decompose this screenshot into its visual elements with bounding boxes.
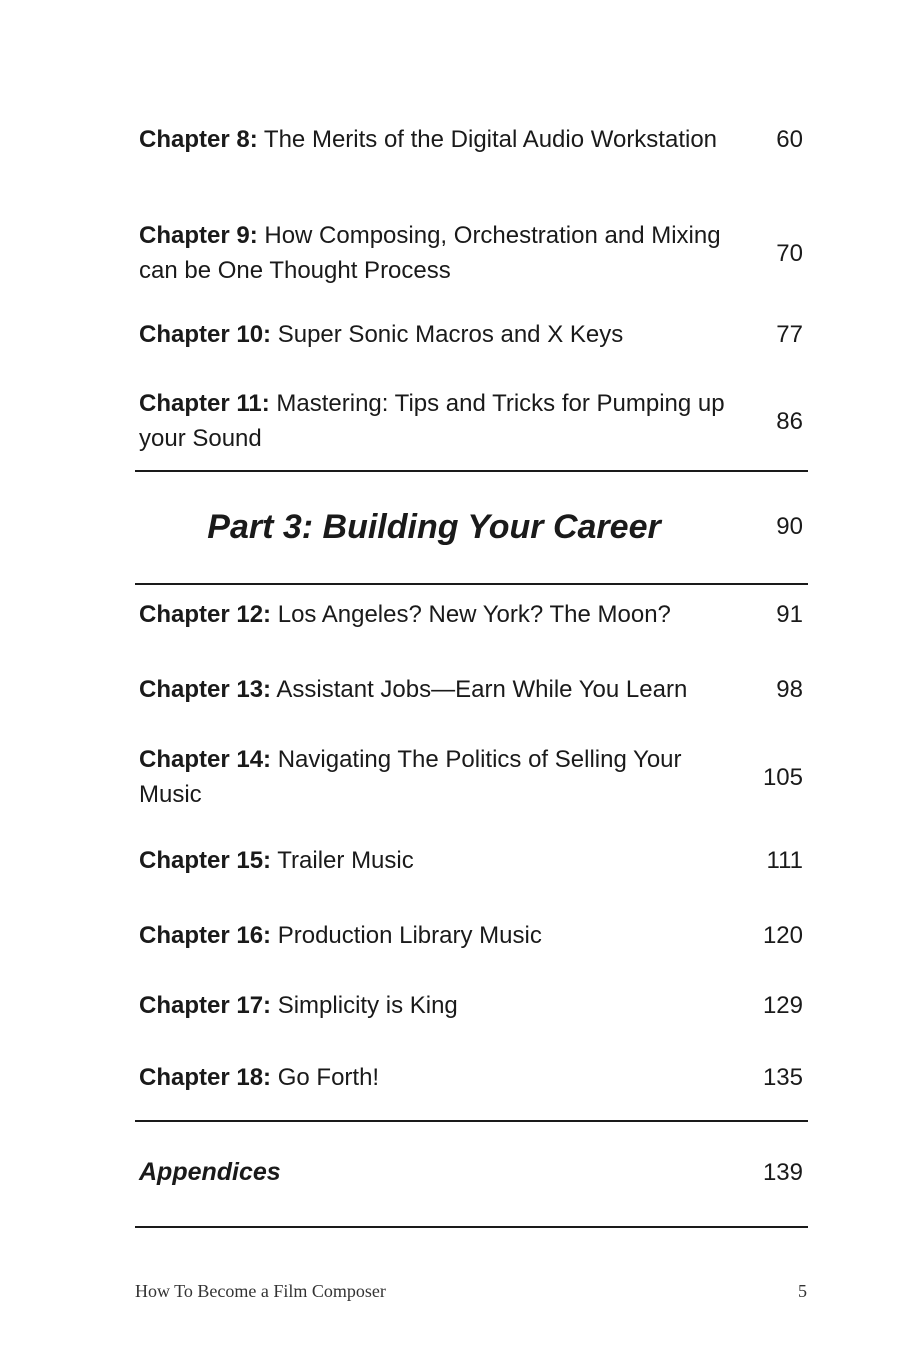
appendices-page-number: 139 bbox=[762, 1159, 803, 1186]
chapter-title: Super Sonic Macros and X Keys bbox=[277, 321, 624, 348]
toc-entry-chapter-17[interactable] bbox=[139, 988, 807, 1023]
chapter-label: Chapter 17: bbox=[139, 992, 272, 1019]
part-heading[interactable]: Part 3: Building Your Career bbox=[207, 508, 661, 546]
toc-entry-chapter-8[interactable] bbox=[139, 122, 807, 157]
page-number: 111 bbox=[766, 847, 803, 874]
chapter-label: Chapter 9: bbox=[139, 222, 258, 249]
toc-entry-text bbox=[139, 918, 729, 953]
page-number: 91 bbox=[776, 601, 803, 628]
toc-entry-chapter-11[interactable] bbox=[139, 386, 807, 456]
chapter-title: Production Library Music bbox=[277, 922, 542, 949]
section-divider bbox=[135, 1120, 808, 1122]
chapter-title: Navigating The Politics of Selling Your Music bbox=[139, 746, 682, 808]
toc-entry-chapter-16[interactable] bbox=[139, 918, 807, 953]
chapter-title: Mastering: Tips and Tricks for Pumping up your Sound bbox=[139, 390, 725, 452]
toc-entry-chapter-14[interactable] bbox=[139, 742, 807, 812]
page-number: 70 bbox=[776, 239, 803, 267]
toc-entry-text bbox=[139, 742, 729, 812]
toc-entry-chapter-15[interactable] bbox=[139, 843, 807, 878]
toc-entry-text bbox=[139, 843, 729, 878]
toc-entry-text bbox=[139, 218, 729, 288]
page-number: 98 bbox=[776, 676, 803, 703]
appendices-heading[interactable]: Appendices bbox=[139, 1158, 281, 1186]
page-number: 77 bbox=[776, 321, 803, 348]
chapter-title: Simplicity is King bbox=[277, 992, 458, 1019]
footer-book-title: How To Become a Film Composer bbox=[135, 1281, 386, 1301]
page-number: 86 bbox=[776, 407, 803, 435]
page-number: 60 bbox=[776, 126, 803, 153]
footer-page-number: 5 bbox=[798, 1281, 807, 1301]
section-divider bbox=[135, 470, 808, 472]
toc-entry-chapter-12[interactable] bbox=[139, 597, 807, 632]
part-page-number: 90 bbox=[776, 513, 803, 540]
chapter-label: Chapter 8: bbox=[139, 126, 258, 153]
toc-entry-text bbox=[139, 386, 729, 456]
page-number: 135 bbox=[762, 1064, 803, 1091]
toc-entry-chapter-18[interactable] bbox=[139, 1060, 807, 1095]
toc-entry-chapter-9[interactable] bbox=[139, 218, 807, 288]
chapter-title: Trailer Music bbox=[277, 847, 414, 874]
chapter-label: Chapter 12: bbox=[139, 601, 272, 628]
toc-entry-text bbox=[139, 122, 729, 157]
chapter-title: The Merits of the Digital Audio Workstation bbox=[263, 126, 718, 153]
chapter-label: Chapter 11: bbox=[139, 390, 270, 417]
chapter-title: How Composing, Orchestration and Mixing can be One Thought Process bbox=[139, 222, 721, 284]
toc-entry-text bbox=[139, 597, 729, 632]
chapter-label: Chapter 15: bbox=[139, 847, 272, 874]
chapter-label: Chapter 16: bbox=[139, 922, 272, 949]
chapter-title: Los Angeles? New York? The Moon? bbox=[277, 601, 671, 628]
chapter-label: Chapter 18: bbox=[139, 1064, 272, 1091]
chapter-title: Assistant Jobs—Earn While You Learn bbox=[276, 676, 688, 703]
toc-entry-text bbox=[139, 672, 729, 707]
toc-entry-text bbox=[139, 317, 729, 352]
toc-entry-text bbox=[139, 1060, 729, 1095]
page-number: 129 bbox=[762, 992, 803, 1019]
chapter-label: Chapter 10: bbox=[139, 321, 272, 348]
toc-entry-text bbox=[139, 988, 729, 1023]
chapter-label: Chapter 14: bbox=[139, 746, 272, 773]
toc-entry-chapter-10[interactable] bbox=[139, 317, 807, 352]
chapter-label: Chapter 13: bbox=[139, 676, 272, 703]
page-number: 105 bbox=[762, 763, 803, 791]
chapter-title: Go Forth! bbox=[277, 1064, 380, 1091]
section-divider bbox=[135, 1226, 808, 1228]
toc-entry-chapter-13[interactable] bbox=[139, 672, 807, 707]
section-divider bbox=[135, 583, 808, 585]
page-number: 120 bbox=[762, 922, 803, 949]
